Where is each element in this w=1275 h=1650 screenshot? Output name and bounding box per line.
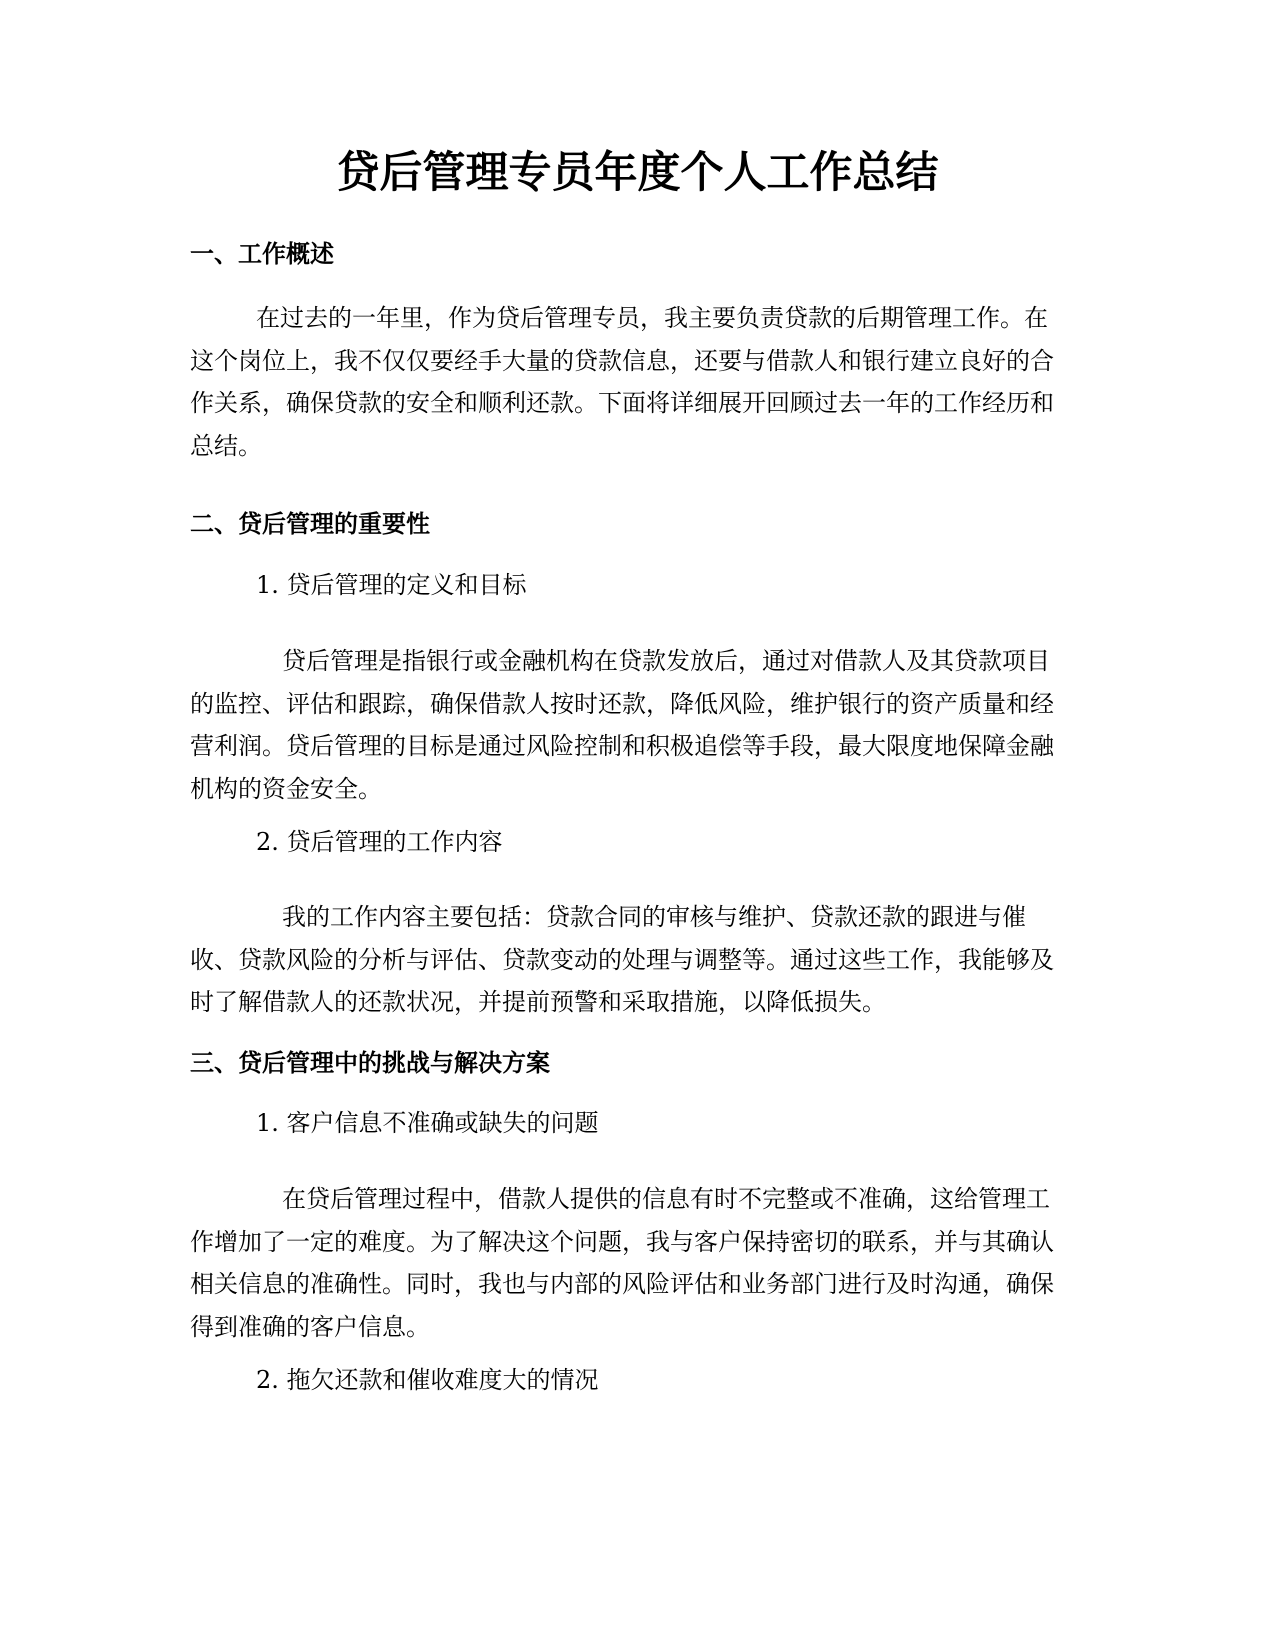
paragraph-line: 作增加了一定的难度。为了解决这个问题，我与客户保持密切的联系，并与其确认 [190,1227,1054,1256]
document-page [190,0,1085,1650]
paragraph-work-content [190,896,1085,1024]
paragraph-line: 得到准确的客户信息。 [190,1312,430,1341]
paragraph-line: 时了解借款人的还款状况，并提前预警和采取措施，以降低损失。 [190,988,886,1016]
document-title: 贷后管理专员年度个人工作总结 [336,148,939,198]
subheading-customer-info: 1. 客户信息不准确或缺失的问题 [256,1109,599,1137]
paragraph-line: 的监控、评估和跟踪，确保借款人按时还款，降低风险，维护银行的资产质量和经 [190,689,1054,718]
paragraph-customer-info [190,1178,1085,1348]
section-heading-challenges: 三、贷后管理中的挑战与解决方案 [190,1049,550,1077]
paragraph-line: 贷后管理是指银行或金融机构在贷款发放后，通过对借款人及其贷款项目 [282,647,1050,675]
subheading-overdue-repayment: 2. 拖欠还款和催收难度大的情况 [256,1366,599,1394]
paragraph-line: 总结。 [190,431,262,460]
section-heading-importance: 二、贷后管理的重要性 [190,510,430,538]
paragraph-overview [190,297,1085,467]
paragraph-line: 相关信息的准确性。同时，我也与内部的风险评估和业务部门进行及时沟通，确保 [190,1270,1054,1298]
paragraph-line: 营利润。贷后管理的目标是通过风险控制和积极追偿等手段，最大限度地保障金融 [190,732,1054,760]
paragraph-line: 作关系，确保贷款的安全和顺利还款。下面将详细展开回顾过去一年的工作经历和 [190,389,1054,417]
paragraph-line: 机构的资金安全。 [190,774,382,803]
subheading-work-content: 2. 贷后管理的工作内容 [256,828,503,856]
paragraph-line: 这个岗位上，我不仅仅要经手大量的贷款信息，还要与借款人和银行建立良好的合 [190,346,1054,375]
paragraph-line: 在贷后管理过程中，借款人提供的信息有时不完整或不准确，这给管理工 [282,1185,1050,1213]
paragraph-line: 我的工作内容主要包括：贷款合同的审核与维护、贷款还款的跟进与催 [282,903,1026,931]
paragraph-line: 收、贷款风险的分析与评估、贷款变动的处理与调整等。通过这些工作，我能够及 [190,945,1054,974]
paragraph-line: 在过去的一年里，作为贷后管理专员，我主要负责贷款的后期管理工作。在 [256,304,1048,332]
subheading-definition: 1. 贷后管理的定义和目标 [256,571,527,599]
paragraph-definition [190,640,1085,810]
section-heading-overview: 一、工作概述 [190,240,334,268]
